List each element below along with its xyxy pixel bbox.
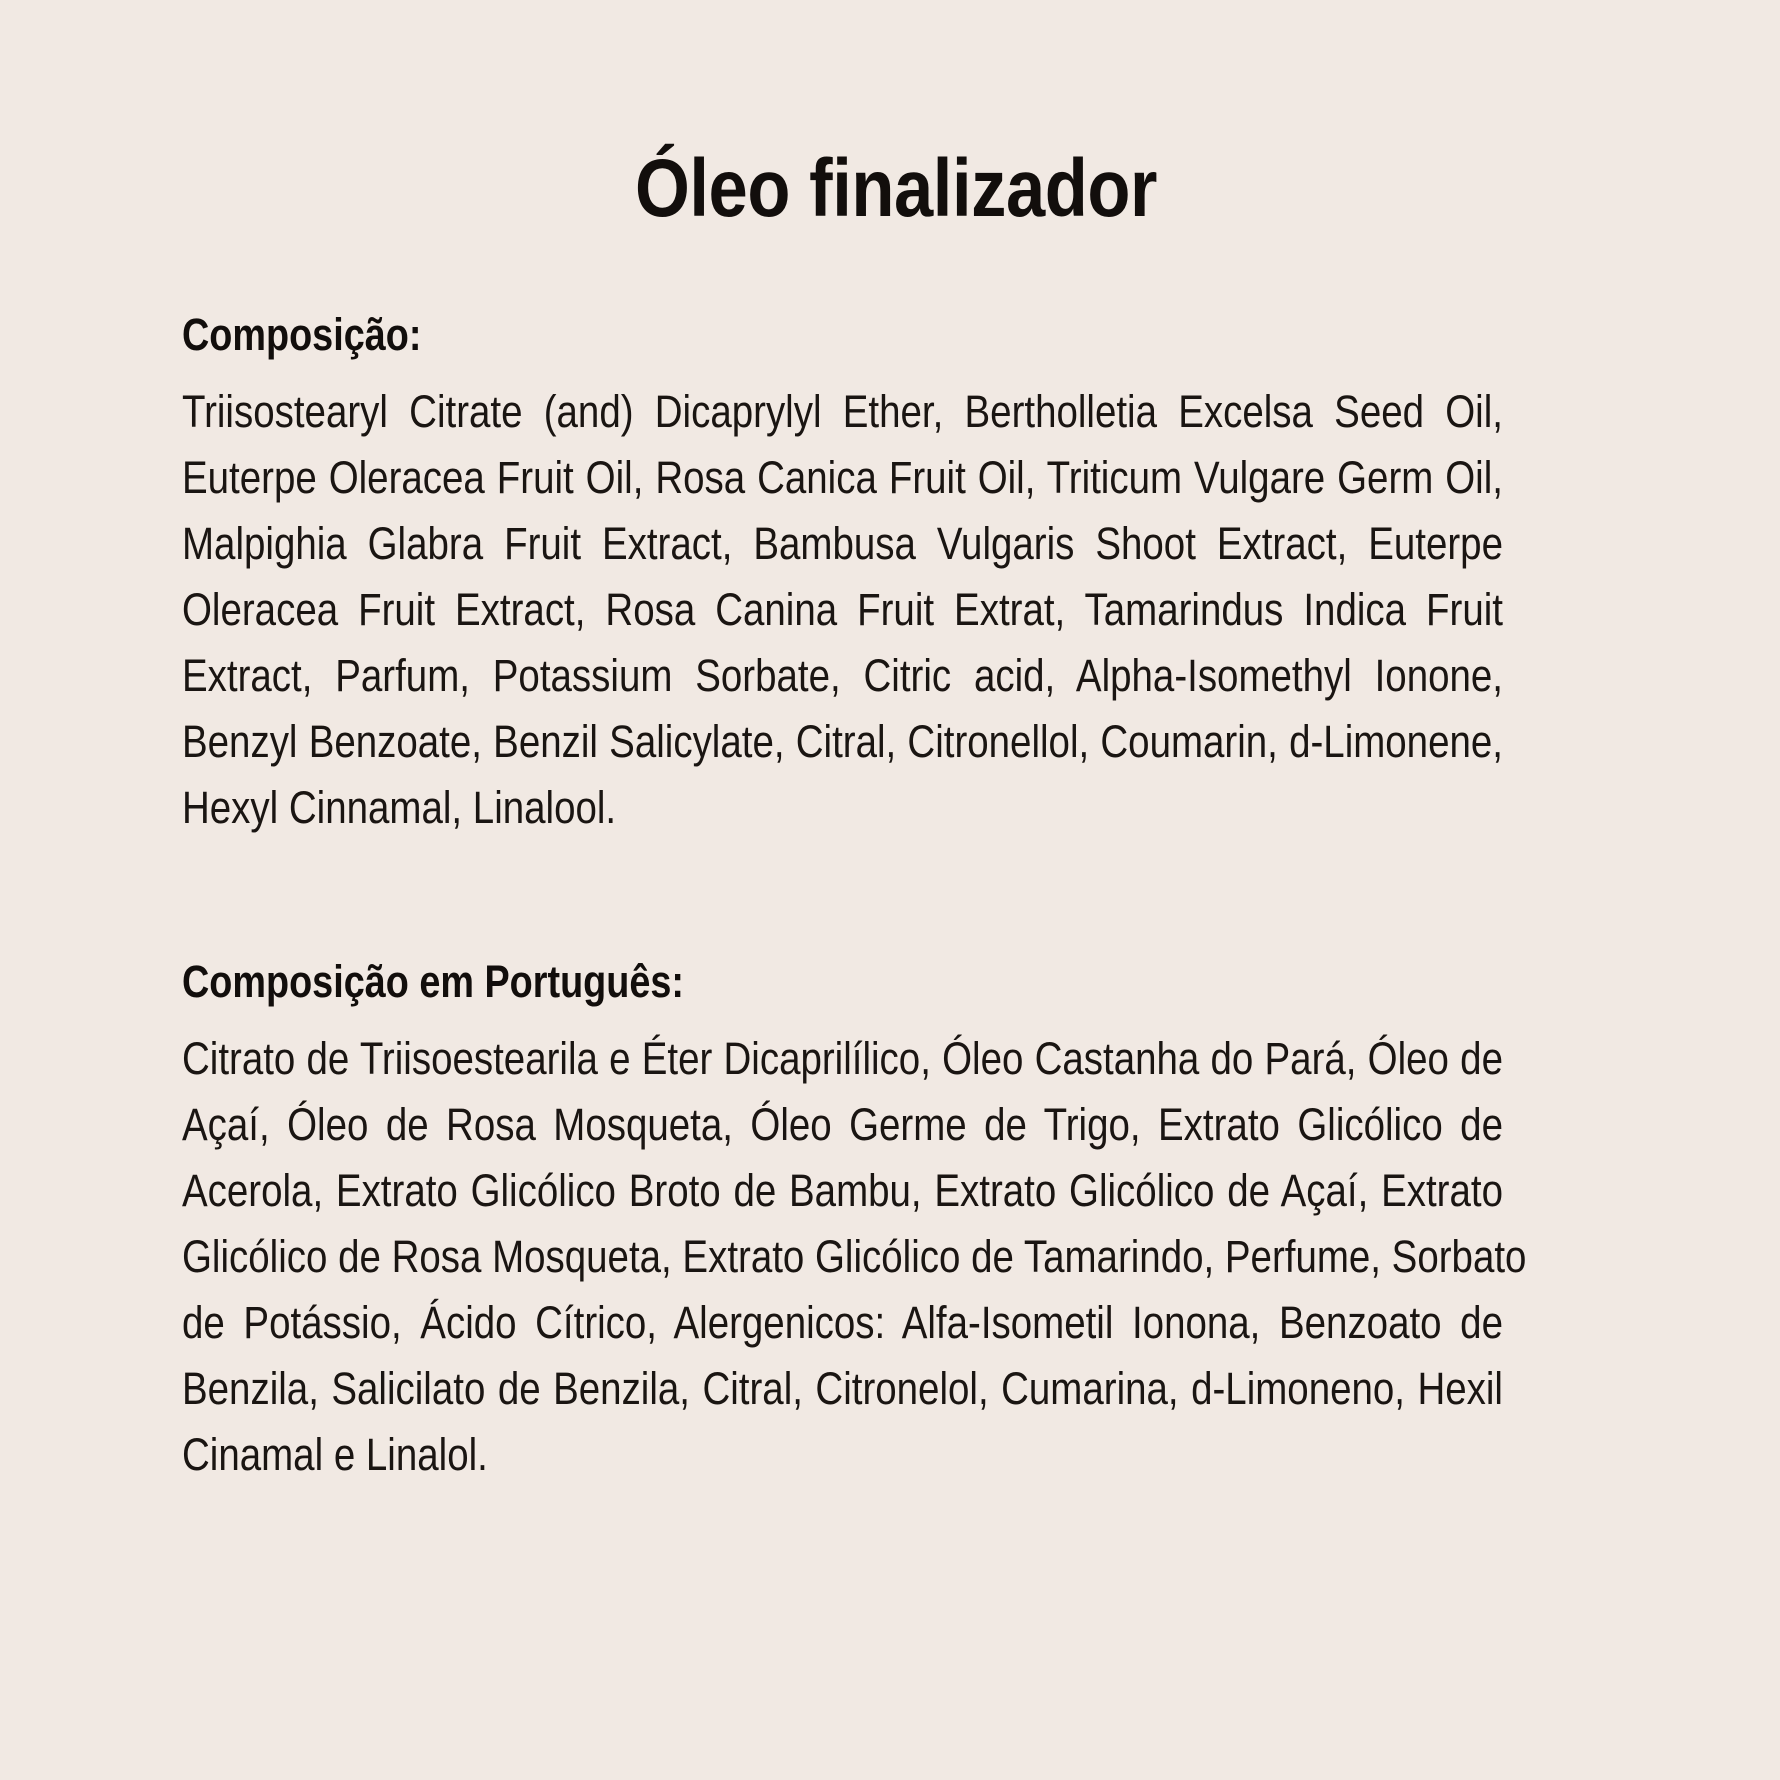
- text-line: Açaí, Óleo de Rosa Mosqueta, Óleo Germe de Trigo, Extrato Glicólico de: [182, 1099, 1503, 1150]
- text-line: Oleracea Fruit Extract, Rosa Canina Fruit Extrat, Tamarindus Indica Fruit: [182, 584, 1503, 635]
- section-composicao-portugues-body: [182, 1026, 1527, 1488]
- section-composicao-body-wrap: [182, 357, 1610, 841]
- text-line: de Potássio, Ácido Cítrico, Alergenicos: Alfa-Isometil Ionona, Benzoato de: [182, 1297, 1503, 1348]
- text-line: Malpighia Glabra Fruit Extract, Bambusa Vulgaris Shoot Extract, Euterpe: [182, 518, 1503, 569]
- text-line: Benzyl Benzoate, Benzil Salicylate, Citral, Citronellol, Coumarin, d-Limonene,: [182, 716, 1503, 767]
- section-composicao-heading-wrap: [182, 230, 1610, 360]
- section-composicao-portugues-heading: Composição em Português:: [182, 956, 684, 1007]
- section-composicao-portugues: [182, 841, 1610, 1488]
- section-composicao-body: [182, 379, 1503, 841]
- page-title: Óleo finalizador: [634, 143, 1158, 234]
- text-line: Cinamal e Linalol.: [182, 1429, 488, 1480]
- text-line: Acerola, Extrato Glicólico Broto de Bambu, Extrato Glicólico de Açaí, Extrato: [182, 1165, 1503, 1216]
- text-line: Triisostearyl Citrate (and) Dicaprylyl Ether, Bertholletia Excelsa Seed Oil,: [182, 386, 1503, 437]
- text-line: Euterpe Oleracea Fruit Oil, Rosa Canica Fruit Oil, Triticum Vulgare Germ Oil,: [182, 452, 1503, 503]
- text-line: Benzila, Salicilato de Benzila, Citral, Citronelol, Cumarina, d-Limoneno, Hexil: [182, 1363, 1503, 1414]
- section-composicao: [182, 230, 1610, 841]
- text-line: Extract, Parfum, Potassium Sorbate, Citric acid, Alpha-Isomethyl Ionone,: [182, 650, 1503, 701]
- text-line: Glicólico de Rosa Mosqueta, Extrato Glicólico de Tamarindo, Perfume, Sorbato: [182, 1231, 1527, 1282]
- section-composicao-portugues-body-wrap: [182, 1004, 1610, 1488]
- text-line: Citrato de Triisoestearila e Éter Dicaprilílico, Óleo Castanha do Pará, Óleo de: [182, 1033, 1503, 1084]
- text-line: Hexyl Cinnamal, Linalool.: [182, 782, 617, 833]
- section-composicao-heading: Composição:: [182, 309, 422, 360]
- section-composicao-portugues-heading-wrap: [182, 841, 1610, 1007]
